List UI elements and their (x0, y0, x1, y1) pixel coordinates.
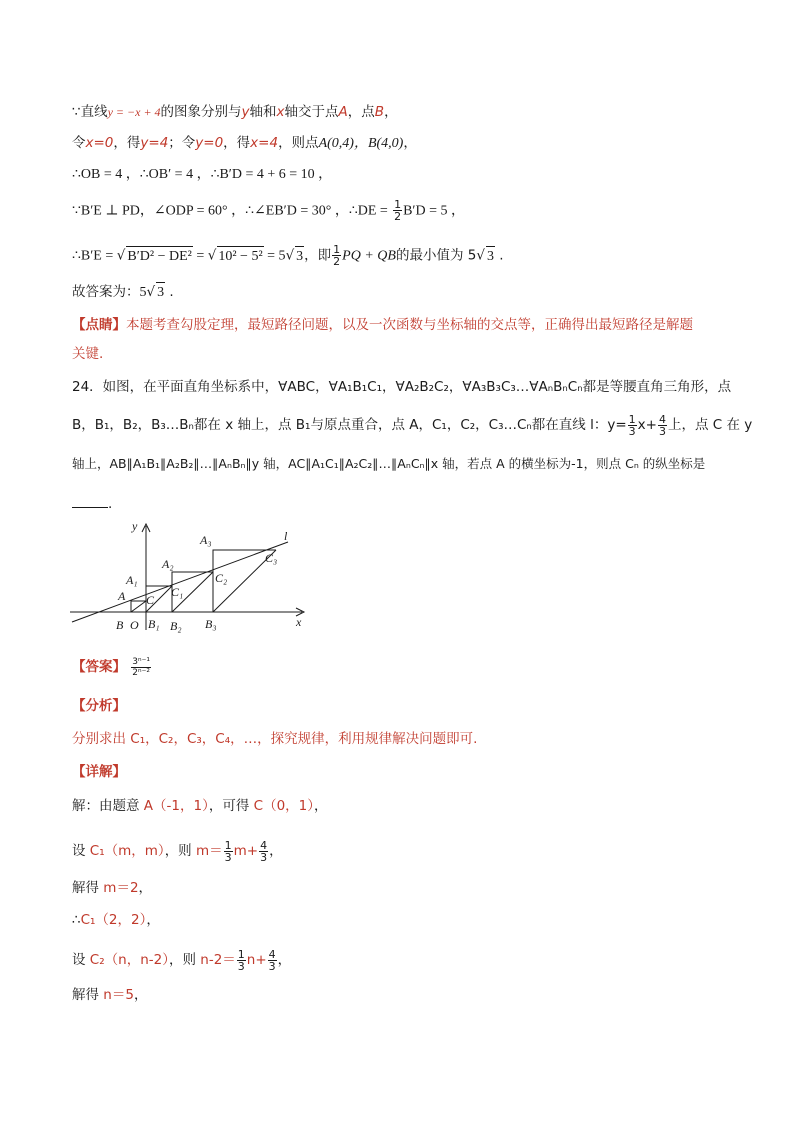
fraction-four-thirds: $\frac{4}{3}$ (658, 412, 666, 438)
label-a2: A₂ (162, 557, 174, 571)
label-o: O (130, 618, 139, 632)
fraction-detail-2b: $\frac{4}{3}$ (260, 838, 268, 864)
detail-line-4: ∴C₁（2，2）， (72, 912, 160, 928)
solution-line-6: 故答案为：5√ 3 . (72, 282, 174, 303)
label-b2: B₂ (170, 619, 182, 633)
label-c2: C₂ (215, 571, 228, 585)
solution-line-1: ∵直线y = −x + 4的图象分别与y轴和x轴交于点A，点B， (72, 104, 398, 120)
analysis-text: 分别求出 C₁，C₂，C₃，C₄，…，探究规律，利用规律解决问题即可. (72, 731, 478, 747)
label-c: C (146, 593, 155, 607)
detail-line-3: 解得 m＝2， (72, 880, 153, 896)
label-c1: C₁ (171, 585, 184, 599)
solution-line-4: ∵B′E ⊥ PD，∠ODP = 60° ，∴∠EB′D = 30° ，∴DE = $\frac{1}{2}$ B′D = 5 ， (72, 198, 465, 223)
hypotenuse-0 (131, 601, 146, 612)
fraction-half-2: $\frac{1}{2}$ (333, 243, 341, 268)
question-24-line-2: B，B₁，B₂，B₃…Bₙ都在 x 轴上，点 B₁与原点重合，点 A，C₁，C₂，C₃…Cₙ都在直线 l：y= $\frac{1}{3}$ x+ $\frac{4}{3}$ 上，点 C 在 y (72, 412, 753, 438)
solution-line-5: ∴B′E = √ B′D² − DE² = √ 10² − 5² = 5√ 3，即 $\frac{1}{2}$ PQ + QB的最小值为 5√ 3 . (72, 243, 504, 268)
note-line-1: 【点睛】本题考查勾股定理，最短路径问题，以及一次函数与坐标轴的交点等，正确得出最短路径是解题 (72, 317, 693, 333)
answer-fraction: $\frac{\text{3ⁿ⁻¹}}{\text{2ⁿ⁻²}}$ (132, 656, 150, 678)
label-a: A (118, 589, 126, 603)
detail-line-2: 设 C₁（m，m），则 m＝ $\frac{1}{3}$ m+ $\frac{4}{3}$ ， (72, 838, 283, 864)
label-b1: B₁ (148, 617, 160, 631)
solution-line-3: ∴OB = 4 ，∴OB′ = 4 ，∴B′D = 4 + 6 = 10 ， (72, 167, 333, 182)
fraction-half: $\frac{1}{2}$ (394, 198, 402, 223)
detail-heading: 【详解】 (72, 764, 126, 780)
note-line-2: 关键. (72, 346, 104, 362)
label-a3: A₃ (200, 533, 212, 547)
label-x: x (296, 615, 302, 629)
label-c3: C₃ (265, 551, 278, 565)
question-24-line-3: 轴上，AB∥A₁B₁∥A₂B₂∥…∥AₙBₙ∥y 轴，AC∥A₁C₁∥A₂C₂∥…∥AₙCₙ∥x 轴，若点 A 的横坐标为-1，则点 Cₙ 的纵坐标是 (72, 456, 706, 471)
answer-blank (72, 507, 108, 508)
fraction-detail-5a: $\frac{1}{3}$ (237, 947, 245, 973)
coordinate-figure (70, 518, 320, 638)
fraction-detail-2a: $\frac{1}{3}$ (224, 838, 232, 864)
analysis-heading: 【分析】 (72, 698, 126, 714)
answer-line: 【答案】 $\frac{\text{3ⁿ⁻¹}}{\text{2ⁿ⁻²}}$ (72, 656, 150, 678)
label-a1: A₁ (126, 573, 138, 587)
question-24-line-4: . (72, 494, 112, 514)
label-l: l (284, 529, 288, 543)
detail-line-6: 解得 n＝5， (72, 987, 148, 1003)
fraction-one-third: $\frac{1}{3}$ (628, 412, 636, 438)
detail-line-1: 解：由题意 A（-1，1），可得 C（0，1）， (72, 798, 328, 814)
fraction-detail-5b: $\frac{4}{3}$ (268, 947, 276, 973)
line-l (72, 542, 288, 622)
question-24-line-1: 24．如图，在平面直角坐标系中，∀ABC，∀A₁B₁C₁，∀A₂B₂C₂，∀A₃B₃C₃…∀AₙBₙCₙ都是等腰直角三角形，点 (72, 379, 732, 395)
solution-line-2: 令x=0，得y=4；令y=0，得x=4，则点A(0,4)，B(4,0)， (72, 135, 417, 151)
label-b: B (116, 618, 124, 632)
detail-line-5: 设 C₂（n，n-2），则 n-2＝ $\frac{1}{3}$ n+ $\frac{4}{3}$ ， (72, 947, 292, 973)
label-y: y (132, 519, 138, 533)
label-b3: B₃ (205, 617, 217, 631)
